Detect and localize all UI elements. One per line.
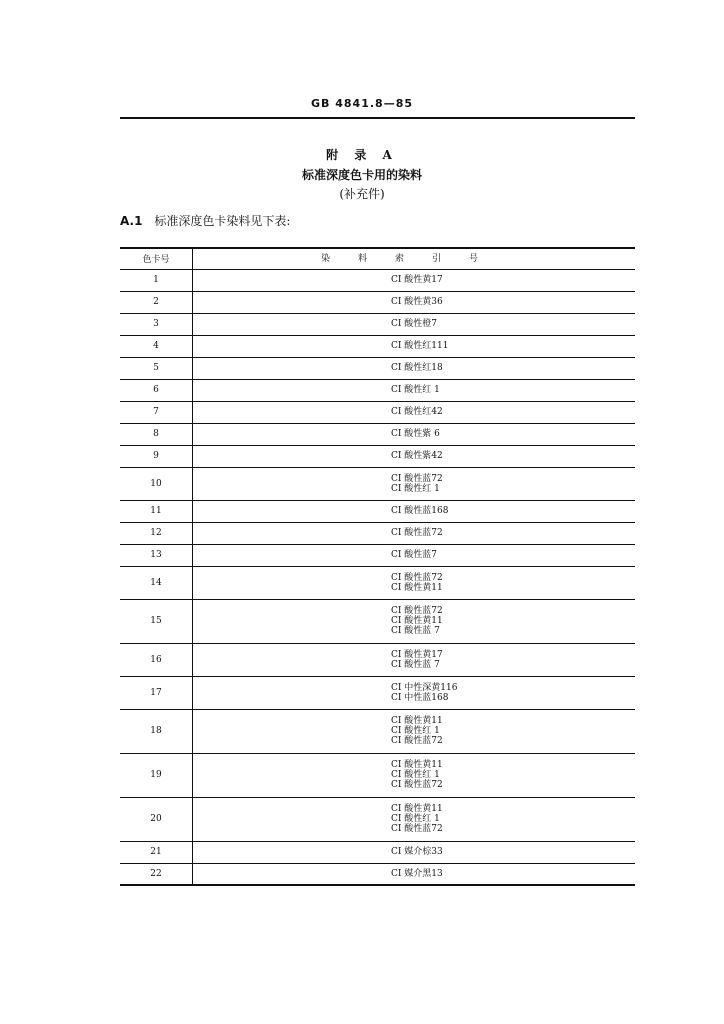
table-row [120, 709, 635, 753]
card-number-cell: 5 [120, 357, 193, 379]
dye-index-cell [193, 544, 636, 566]
dye-name: CI 酸性红 1 [391, 726, 440, 736]
standard-code-header: GB 4841.8—85 [311, 97, 413, 110]
dye-index-cell [193, 269, 636, 291]
dye-index-cell [193, 313, 636, 335]
table-body [120, 269, 635, 885]
dye-name: CI 酸性蓝168 [391, 506, 449, 516]
table-row [120, 643, 635, 676]
dye-index-cell [193, 335, 636, 357]
dye-name: CI 酸性红 1 [391, 483, 440, 494]
appendix-title: 附 录 A [326, 148, 398, 162]
card-number-cell: 10 [120, 467, 193, 500]
dye-name: CI 酸性黄11 [391, 716, 443, 726]
card-number-cell: 2 [120, 291, 193, 313]
dye-index-cell [193, 401, 636, 423]
card-number-cell: 11 [120, 500, 193, 522]
dye-index-cell [193, 863, 636, 885]
dye-name: CI 酸性蓝7 [391, 550, 438, 560]
table-row [120, 313, 635, 335]
dye-name: CI 酸性黄11 [391, 760, 443, 770]
section-number: A.1 [120, 214, 143, 228]
dye-index-cell [193, 500, 636, 522]
dye-name: CI 酸性红 1 [391, 770, 440, 780]
table-row [120, 522, 635, 544]
table-row [120, 445, 635, 467]
dye-name: CI 酸性蓝72 [391, 606, 443, 616]
dye-name: CI 酸性黄17 [391, 275, 443, 285]
table-row [120, 401, 635, 423]
dye-index-cell [193, 599, 636, 643]
dye-index-cell [193, 423, 636, 445]
table-row [120, 269, 635, 291]
dye-index-cell [193, 291, 636, 313]
dye-name: CI 酸性蓝72 [391, 824, 443, 834]
dye-name: CI 酸性黄36 [391, 297, 443, 307]
dye-table [120, 247, 635, 886]
card-number-cell: 12 [120, 522, 193, 544]
dye-name: CI 酸性黄11 [391, 582, 443, 593]
table-row [120, 379, 635, 401]
dye-name: CI 酸性黄11 [391, 616, 443, 626]
table-row [120, 863, 635, 885]
dye-name: CI 酸性蓝 7 [391, 626, 440, 636]
dye-name: CI 酸性蓝72 [391, 780, 443, 790]
section-heading [120, 212, 290, 229]
table-row [120, 544, 635, 566]
table-row [120, 676, 635, 709]
dye-name: CI 媒介棕33 [391, 847, 443, 857]
card-number-cell: 19 [120, 753, 193, 797]
card-number-cell: 4 [120, 335, 193, 357]
column-header-card-number: 色卡号 [120, 248, 193, 269]
dye-index-cell [193, 467, 636, 500]
table-row [120, 797, 635, 841]
dye-index-cell [193, 357, 636, 379]
appendix-note: (补充件) [339, 187, 385, 201]
dye-name: CI 中性蓝168 [391, 692, 449, 703]
card-number-cell: 9 [120, 445, 193, 467]
dye-name: CI 酸性红42 [391, 407, 443, 417]
card-number-cell: 14 [120, 566, 193, 599]
table-row [120, 753, 635, 797]
table-row [120, 599, 635, 643]
dye-index-cell [193, 379, 636, 401]
card-number-cell: 6 [120, 379, 193, 401]
dye-name: CI 酸性蓝72 [391, 572, 443, 583]
dye-name: CI 酸性紫 6 [391, 429, 440, 439]
card-number-cell: 18 [120, 709, 193, 753]
table-row [120, 566, 635, 599]
card-number-cell: 20 [120, 797, 193, 841]
header-rule [120, 117, 635, 119]
column-header-dye-index: 染料索引号 [193, 248, 636, 269]
card-number-cell: 17 [120, 676, 193, 709]
table-row [120, 423, 635, 445]
dye-name: CI 酸性蓝 7 [391, 659, 440, 670]
dye-index-cell [193, 522, 636, 544]
card-number-cell: 8 [120, 423, 193, 445]
dye-index-cell [193, 643, 636, 676]
section-text: 标准深度色卡染料见下表: [154, 214, 291, 228]
appendix-subtitle: 标准深度色卡用的染料 [301, 168, 422, 182]
dye-name: CI 媒介黑13 [391, 868, 443, 879]
table-row [120, 357, 635, 379]
dye-name: CI 酸性红 1 [391, 814, 440, 824]
dye-index-cell [193, 709, 636, 753]
table-row [120, 500, 635, 522]
card-number-cell: 3 [120, 313, 193, 335]
dye-name: CI 酸性橙7 [391, 319, 438, 329]
dye-name: CI 中性深黄116 [391, 682, 458, 693]
dye-index-cell [193, 841, 636, 863]
dye-index-cell [193, 676, 636, 709]
table-row [120, 467, 635, 500]
dye-index-cell [193, 566, 636, 599]
dye-name: CI 酸性蓝72 [391, 736, 443, 746]
card-number-cell: 15 [120, 599, 193, 643]
dye-name: CI 酸性蓝72 [391, 473, 443, 484]
card-number-cell: 22 [120, 863, 193, 885]
dye-index-cell [193, 797, 636, 841]
table-row [120, 335, 635, 357]
dye-name: CI 酸性红18 [391, 363, 443, 373]
table-header-row [120, 248, 635, 269]
dye-index-cell [193, 753, 636, 797]
dye-name: CI 酸性黄17 [391, 649, 443, 660]
card-number-cell: 7 [120, 401, 193, 423]
card-number-cell: 13 [120, 544, 193, 566]
table-row [120, 291, 635, 313]
dye-name: CI 酸性红111 [391, 341, 449, 351]
dye-name: CI 酸性蓝72 [391, 528, 443, 538]
card-number-cell: 16 [120, 643, 193, 676]
dye-index-cell [193, 445, 636, 467]
dye-name: CI 酸性红 1 [391, 385, 440, 395]
dye-name: CI 酸性黄11 [391, 804, 443, 814]
card-number-cell: 1 [120, 269, 193, 291]
dye-name: CI 酸性紫42 [391, 451, 443, 461]
table-row [120, 841, 635, 863]
card-number-cell: 21 [120, 841, 193, 863]
